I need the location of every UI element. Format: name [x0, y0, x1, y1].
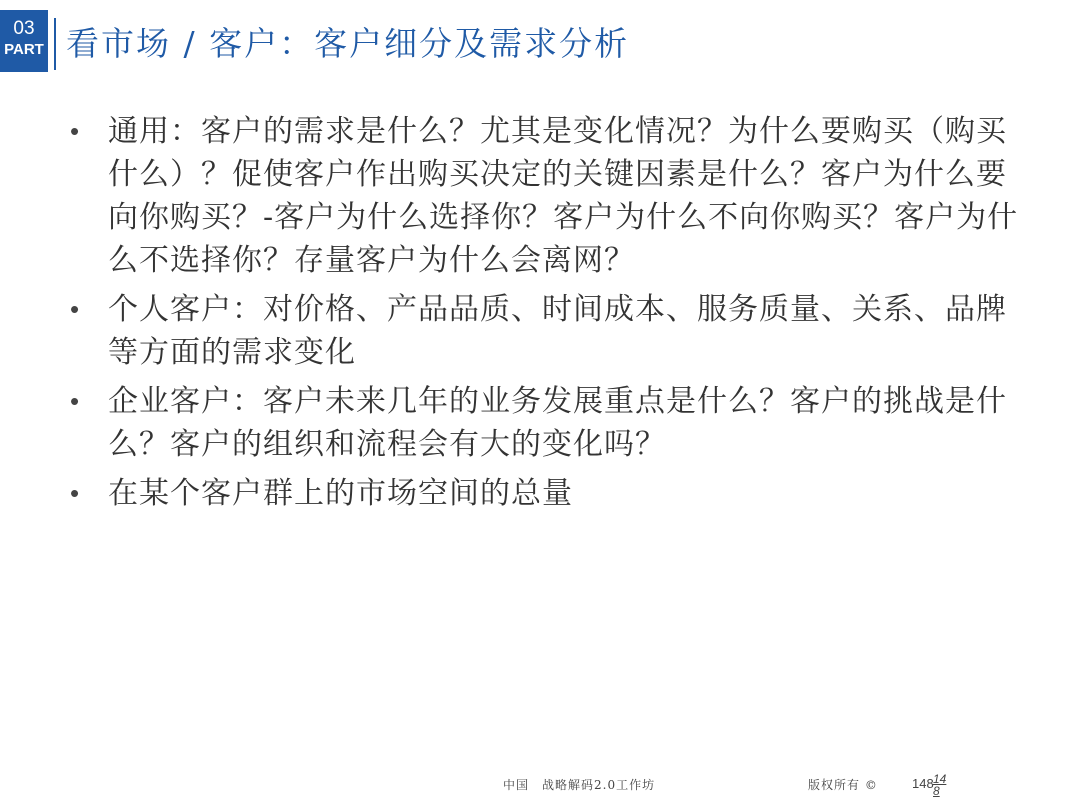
bullet-marker: •	[70, 386, 81, 416]
footer	[0, 772, 1080, 810]
part-badge	[0, 10, 48, 72]
bullet-marker: •	[70, 116, 81, 146]
bullet-item-individual-customers	[70, 288, 1020, 374]
bullet-marker: •	[70, 478, 81, 508]
slide-title: 看市场 / 客户：客户细分及需求分析	[66, 24, 630, 63]
part-number: 03	[13, 18, 35, 39]
bullet-item-market-space	[70, 472, 1020, 515]
bullet-text: 企业客户：客户未来几年的业务发展重点是什么？客户的挑战是什么？客户的组织和流程会有大的变化吗？	[108, 384, 1007, 462]
bullet-item-general	[70, 110, 1020, 282]
bullet-text: 在某个客户群上的市场空间的总量	[108, 476, 573, 511]
page-total: 148	[933, 772, 947, 798]
part-label: PART	[4, 41, 44, 58]
footer-copyright: 版权所有 ©	[808, 778, 878, 792]
page-number: 148	[912, 776, 934, 791]
bullet-item-enterprise-customers	[70, 380, 1020, 466]
bullet-marker: •	[70, 294, 81, 324]
title-divider	[54, 18, 56, 70]
bullet-list	[70, 110, 1020, 521]
bullet-text: 个人客户：对价格、产品品质、时间成本、服务质量、关系、品牌等方面的需求变化	[108, 292, 1007, 370]
bullet-text: 通用：客户的需求是什么？尤其是变化情况？为什么要购买（购买什么）？促使客户作出购买决定的关键因素是什么？客户为什么要向你购买？-客户为什么选择你？客户为什么不向你购买？客户为什么不选择你？存量客户为什么会离网？	[108, 114, 1019, 278]
footer-source: 中国 战略解码2.0工作坊	[503, 778, 656, 792]
